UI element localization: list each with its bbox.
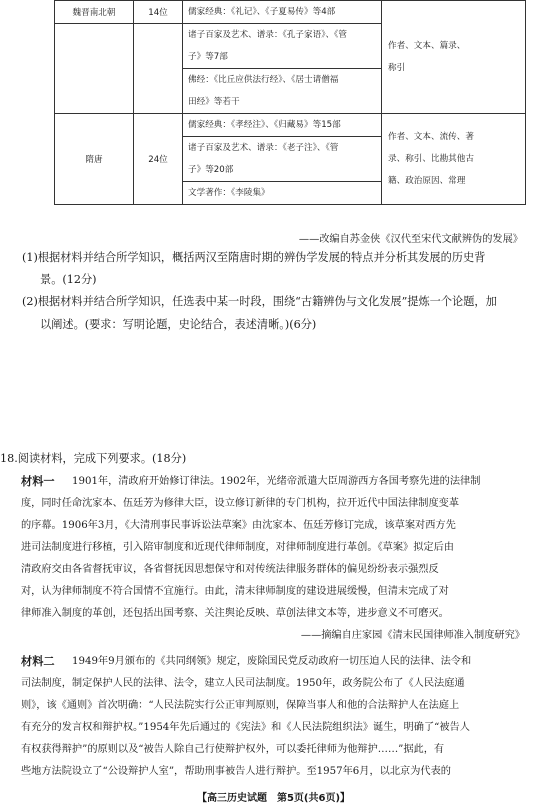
question-18-header: 18.阅读材料，完成下列要求。(18分) xyxy=(0,452,187,465)
reason-line: 籍、政治原因、常理 xyxy=(388,176,466,186)
category-line: 儒家经典：《孝经注》、《归藏易》等15部 xyxy=(188,120,341,130)
category-line: 诸子百家及艺术、谱录：《老子注》、《管 xyxy=(188,143,339,153)
question-2-line: 以阐述。(要求：写明论题，史论结合，表述清晰。)(6分) xyxy=(40,318,317,331)
material-2-line: 则》，该《通则》首次明确：“人民法院实行公正审判原则，保障当事人和他的合法辩护人在法庭上 xyxy=(21,700,460,711)
material-1-line: 1901年，清政府开始修订律法。1902年，光绪帝派遣大臣周游西方各国考察先进的法律制 xyxy=(72,476,481,487)
category-line: 佛经：《比丘应供法行经》、《居士请僧福 xyxy=(188,75,339,85)
count-cell: 24位 xyxy=(134,114,183,205)
material-2-line: 1949年9月颁布的《共同纲领》规定，废除国民党反动政府一切压迫人民的法律、法令和 xyxy=(72,656,472,667)
table-row xyxy=(55,1,526,24)
reason-line: 作者、文本、流传、著 xyxy=(388,132,474,142)
reason-cell xyxy=(382,114,526,205)
category-line: 田经》等若干 xyxy=(188,97,240,107)
category-cell xyxy=(183,1,382,24)
question-1-line: 景。(12分) xyxy=(40,273,97,286)
count-cell: 14位 xyxy=(134,1,183,24)
category-line: 子》等20部 xyxy=(188,165,234,175)
category-cell xyxy=(183,137,382,182)
material-2-line: 些地方法院设立了“公设辩护人室”，帮助刑事被告人进行辩护。至1957年6月，以北京为代表的 xyxy=(21,766,451,777)
table-row xyxy=(55,114,526,137)
category-line: 文学著作：《李陵集》 xyxy=(188,188,270,198)
reason-cell xyxy=(382,1,526,114)
material-1-line: 清政府交由各省督抚审议，各省督抚因思想保守和对传统法律服务群体的偏见纷纷表示强烈反 xyxy=(21,564,439,575)
material-2-line: 司法制度，制定保护人民的法律、法令，建立人民司法制度。1950年，政务院公布了《人民法庭通 xyxy=(21,678,465,689)
material-1-label: 材料一 xyxy=(21,474,55,488)
material-2-line: 有充分的发言权和辩护权。”1954年先后通过的《宪法》和《人民法院组织法》诞生，明确了“被告人 xyxy=(21,722,470,733)
category-cell xyxy=(183,114,382,137)
source-citation: ——改编自苏金侠《汉代至宋代文献辨伪的发展》 xyxy=(298,234,523,245)
category-cell xyxy=(183,24,382,69)
reason-line: 录、称引、比勘其他古 xyxy=(388,154,474,164)
material-1-line: 对，认为律师制度不符合国情不宜施行。由此，清末律师制度的建设进展缓慢，但清末完成了对 xyxy=(21,586,449,597)
source-citation: ——摘编自庄家园《清末民国律师准入制度研究》 xyxy=(300,630,525,641)
era-cell: 魏晋南北朝 xyxy=(55,1,134,24)
material-1-line: 律师准入制度的革创，还包括出国考察、关注舆论反映、草创法律文本等，进步意义不可磨灭。 xyxy=(21,608,449,619)
material-1-line: 进司法制度进行移植，引入陪审制度和近现代律师制度，对律师制度进行革创。《草案》拟定后由 xyxy=(21,542,454,553)
count-cell xyxy=(134,24,183,114)
category-line: 诸子百家及艺术、谱录：《孔子家语》、《管 xyxy=(188,30,347,40)
material-1-line: 的序幕。1906年3月，《大清刑事民事诉讼法草案》由沈家本、伍廷芳修订完成，该草案对西方先 xyxy=(21,520,456,531)
material-2-label: 材料二 xyxy=(21,654,55,668)
question-2-line: (2)根据材料并结合所学知识，任选表中某一时段，围绕“古籍辨伪与文化发展”提炼一个论题，加 xyxy=(22,295,497,308)
era-cell: 隋唐 xyxy=(55,114,134,205)
category-line: 子》等7部 xyxy=(188,52,228,62)
material-1-line: 度，同时任命沈家本、伍廷芳为修律大臣，设立修订新律的专门机构，拉开近代中国法律制度变革 xyxy=(21,498,460,509)
source-table xyxy=(54,0,526,205)
category-cell xyxy=(183,182,382,205)
era-cell xyxy=(55,24,134,114)
category-line: 儒家经典：《礼记》、《子夏易传》等4部 xyxy=(188,7,336,17)
category-cell xyxy=(183,69,382,114)
reason-line: 作者、文本、篇录、 xyxy=(388,41,466,51)
question-1-line: (1)根据材料并结合所学知识，概括两汉至隋唐时期的辨伪学发展的特点并分析其发展的历史背 xyxy=(22,251,486,264)
page-footer: 【高三历史试题 第5页(共6页)】 xyxy=(196,793,351,804)
reason-line: 称引 xyxy=(388,63,406,73)
material-2-line: 有权获得辩护”的原则以及“被告人除自己行使辩护权外，可以委托律师为他辩护……”据此，有 xyxy=(21,744,445,755)
